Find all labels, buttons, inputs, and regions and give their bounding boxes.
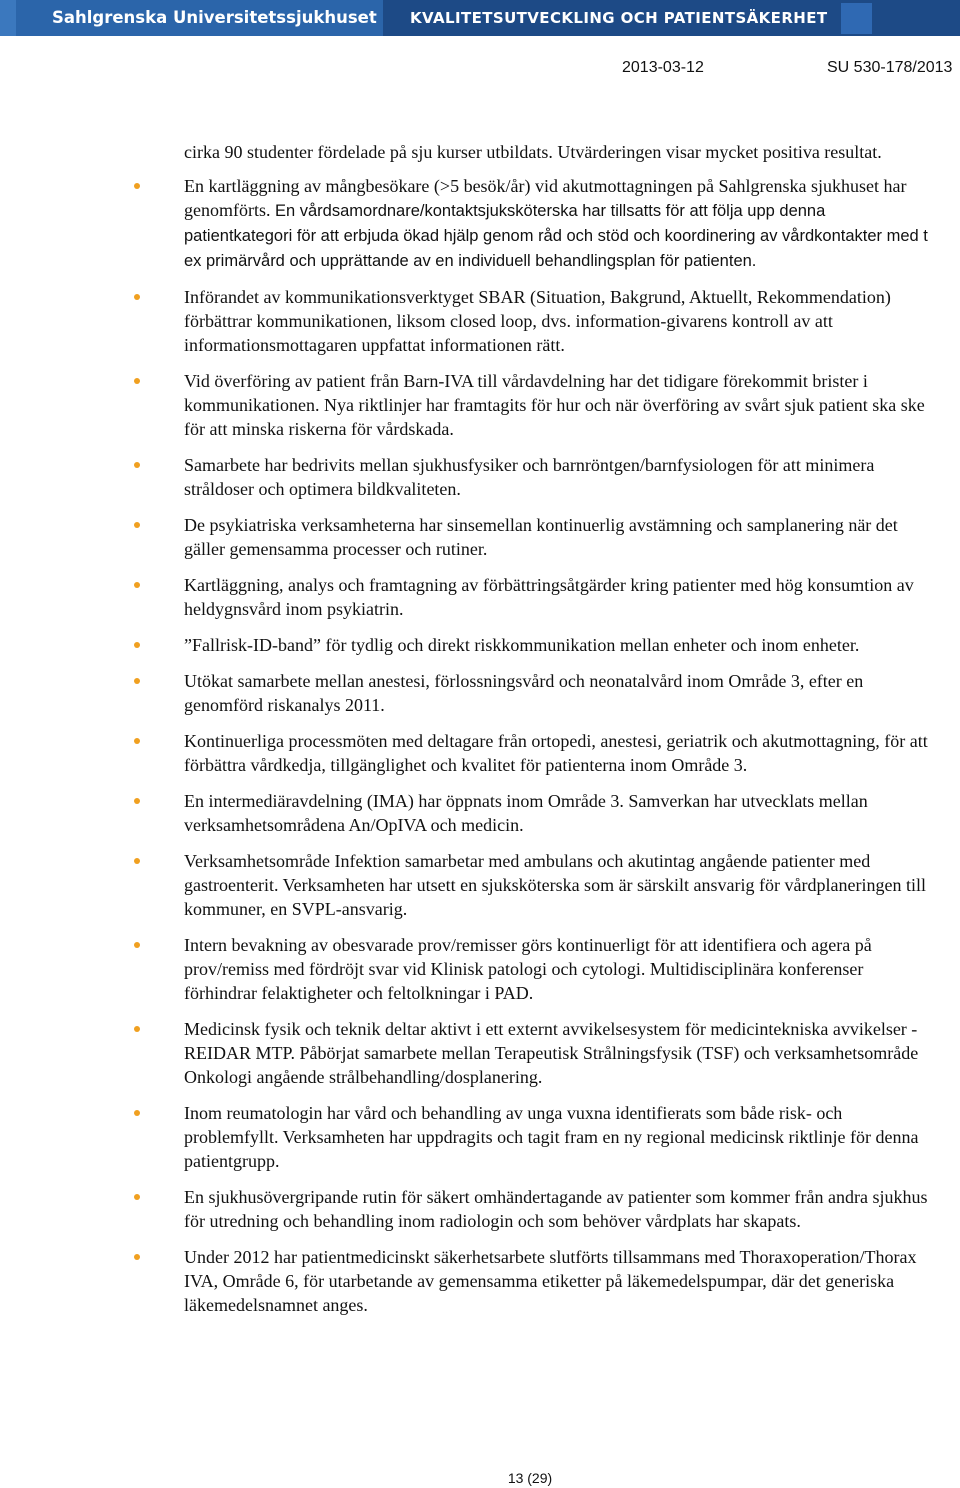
list-item [184,285,929,357]
list-item [184,1245,929,1317]
list-item-text: Medicinsk fysik och teknik deltar aktivt i ett externt avvikelsesystem för medicintekniska avvikelser - REIDAR MTP. Påbörjat samarbete mellan Terapeutisk Strålningsfysik (TSF) och verksamhetsområde Onkologi angående strålbehandling/dosplanering. [184,1019,919,1087]
list-item-text: Utökat samarbete mellan anestesi, förlossningsvård och neonatalvård inom Område 3, efter en genomförd riskanalys 2011. [184,671,864,715]
list-item-text: Under 2012 har patientmedicinskt säkerhetsarbete slutförts tillsammans med Thoraxoperation/Thorax IVA, Område 6, för utarbetande av gemensamma etiketter på läkemedelspumpar, där det generiska läkemedelsnamnet anges. [184,1247,917,1315]
list-item-text-sans: En vårdsamordnare/kontaktsjuksköterska har tillsatts för att följa upp denna patientkategori för att erbjuda ökad hjälp genom råd och stöd och koordinering av vårdkontakter med t ex primärvård och upprättande av en individuell behandlingsplan för patienten. [184,202,928,270]
list-item-text: Införandet av kommunikationsverktyget SBAR (Situation, Bakgrund, Aktuellt, Rekommendation) förbättrar kommunikationen, liksom closed loop, dvs. information-givarens kontroll av att informationsmottagaren uppfattat informationen rätt. [184,287,891,355]
list-item-text: Kartläggning, analys och framtagning av förbättringsåtgärder kring patienter med hög konsumtion av heldygnsvård inom psykiatrin. [184,575,914,619]
list-item [184,729,929,777]
bullet-icon [134,294,140,300]
bullet-icon [134,798,140,804]
bullet-icon [134,1110,140,1116]
list-item [184,789,929,837]
bullet-icon [134,462,140,468]
list-item-text: Vid överföring av patient från Barn-IVA till vårdavdelning har det tidigare förekommit brister i kommunikationen. Nya riktlinjer har framtagits för hur och när överföring av svårt sjuk patient ska ske för att minska riskerna för vårdskada. [184,371,925,439]
header-bar [0,0,960,36]
list-item [184,453,929,501]
list-item [184,513,929,561]
list-item [184,174,929,273]
list-item-text: En kartläggning av mångbesökare (>5 besök/år) vid akutmottagningen på Sahlgrenska sjukhuset har genomförts. [184,176,907,220]
list-item [184,1185,929,1233]
document-date: 2013-03-12 [622,59,704,76]
list-item [184,1017,929,1089]
list-item-text: ”Fallrisk-ID-band” för tydlig och direkt riskkommunikation mellan enheter och inom enheter. [184,635,860,655]
bullet-icon [134,858,140,864]
bullet-icon [134,642,140,648]
header-decoration [841,3,872,34]
document-number: SU 530-178/2013 [827,59,953,76]
bullet-icon [134,1026,140,1032]
list-item [184,933,929,1005]
list-item [184,369,929,441]
list-item-text: En sjukhusövergripande rutin för säkert omhändertagande av patienter som kommer från andra sjukhus för utredning och behandling inom radiologin och som behöver vårdplats har skapats. [184,1187,928,1231]
body-content [184,140,929,1329]
bullet-icon [134,522,140,528]
org-name: Sahlgrenska Universitetssjukhuset [0,0,383,36]
list-item-text: Verksamhetsområde Infektion samarbetar med ambulans och akutintag angående patienter med gastroenterit. Verksamheten har utsett en sjuksköterska som är särskilt ansvarig för vårdplaneringen till kommuner, en SVPL-ansvarig. [184,851,926,919]
bullet-icon [134,1254,140,1260]
list-item-text: Samarbete har bedrivits mellan sjukhusfysiker och barnröntgen/barnfysiologen för att minimera stråldoser och optimera bildkvaliteten. [184,455,875,499]
list-item [184,849,929,921]
intro-paragraph: cirka 90 studenter fördelade på sju kurser utbildats. Utvärderingen visar mycket positiva resultat. [184,142,882,162]
page-number: 13 (29) [507,1470,553,1486]
list-item [184,1101,929,1173]
section-title: KVALITETSUTVECKLING OCH PATIENTSÄKERHET [410,9,828,27]
list-item [184,669,929,717]
bullet-icon [134,183,140,189]
bullet-icon [134,942,140,948]
list-item [184,573,929,621]
list-item [184,633,929,657]
list-item-text: De psykiatriska verksamheterna har sinsemellan kontinuerlig avstämning och samplanering när det gäller gemensamma processer och rutiner. [184,515,898,559]
bullet-icon [134,678,140,684]
bullet-icon [134,582,140,588]
bullet-icon [134,738,140,744]
bullet-icon [134,1194,140,1200]
list-item-text: Inom reumatologin har vård och behandling av unga vuxna identifierats som både risk- och problemfyllt. Verksamheten har uppdragits och tagit fram en ny regional medicinsk riktlinje för denna patientgrupp. [184,1103,919,1171]
list-item-text: Intern bevakning av obesvarade prov/remisser görs kontinuerligt för att identifiera och agera på prov/remiss med fördröjt svar vid Klinisk patologi och cytologi. Multidisciplinära konferenser förhindrar felaktigheter och feltolkningar i PAD. [184,935,872,1003]
list-item-text: Kontinuerliga processmöten med deltagare från ortopedi, anestesi, geriatrik och akutmottagning, för att förbättra vårdkedja, tillgänglighet och kvalitet för patienterna inom Område 3. [184,731,928,775]
list-item-text: En intermediäravdelning (IMA) har öppnats inom Område 3. Samverkan har utvecklats mellan verksamhetsområdena An/OpIVA och medicin. [184,791,868,835]
bullet-icon [134,378,140,384]
